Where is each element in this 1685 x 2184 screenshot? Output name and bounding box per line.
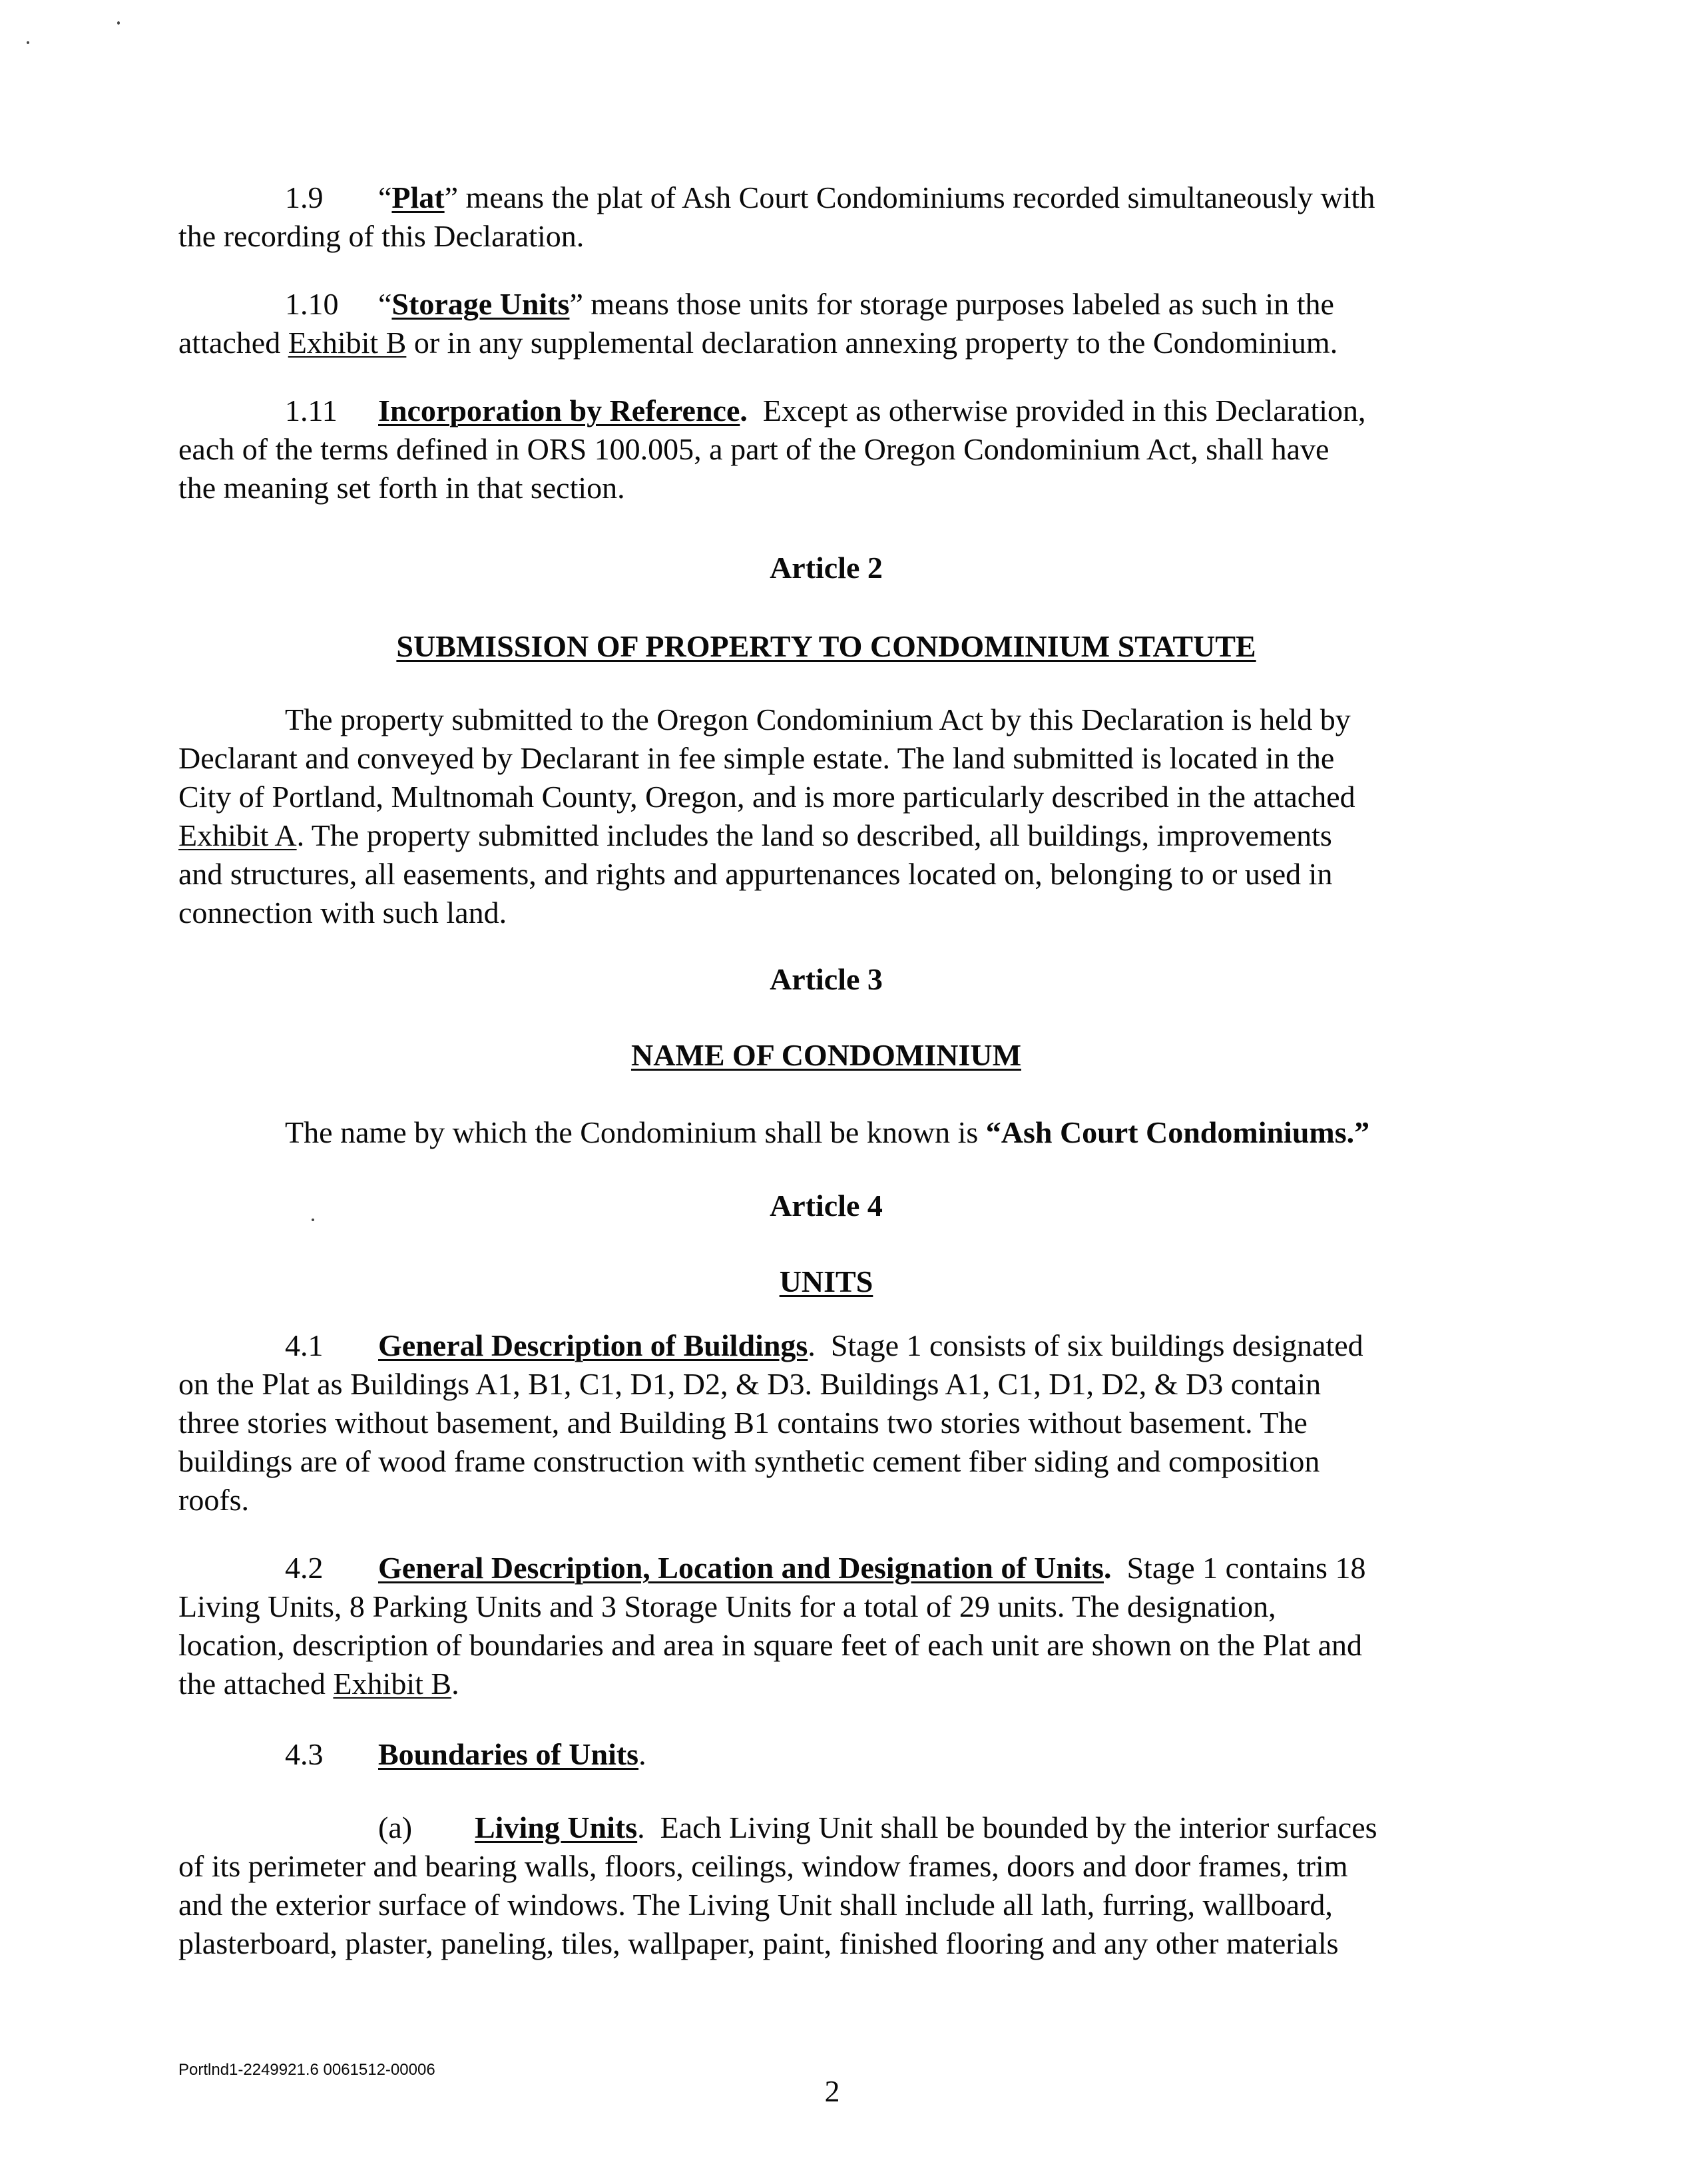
- section-heading: Incorporation by Reference: [378, 394, 740, 427]
- condominium-name: “Ash Court Condominiums.”: [985, 1115, 1370, 1149]
- article-2-title: SUBMISSION OF PROPERTY TO CONDOMINIUM STATUTE: [396, 629, 1256, 663]
- defined-term: Storage Units: [391, 287, 570, 321]
- section-heading: General Description, Location and Designation of Units: [378, 1551, 1104, 1585]
- article-3-body: The name by which the Condominium shall be known is “Ash Court Condominiums.”: [285, 1115, 1370, 1149]
- subsection-heading: Living Units: [475, 1810, 638, 1844]
- page-number: 2: [824, 2074, 840, 2108]
- section-number: 1.9: [285, 180, 324, 214]
- defined-term: Plat: [391, 180, 445, 214]
- section-heading: General Description of Buildings: [378, 1328, 808, 1362]
- subsection-number: (a): [378, 1810, 413, 1844]
- article-3-title: NAME OF CONDOMINIUM: [630, 1038, 1021, 1072]
- section-4-2: 4.2 General Description, Location and Designation of Units. Stage 1 contains 18 Living Units, 8 Parking Units and 3 Storage Units for a total of 29 units. The designation, location, description of boundaries and area in square feet of each unit are shown on the Plat and the attached Exhibit B.: [178, 1549, 1474, 1742]
- definition-1-10: 1.10 “Storage Units” means those units for storage purposes labeled as such in the attached Exhibit B or in any supplemental declaration annexing property to the Condominium.: [178, 285, 1474, 401]
- section-heading: Boundaries of Units: [378, 1737, 639, 1771]
- section-number: 4.2: [285, 1551, 324, 1585]
- article-2-label: Article 2: [770, 551, 883, 585]
- section-number: 1.10: [285, 287, 339, 321]
- definition-1-9: 1.9 “Plat” means the plat of Ash Court Condominiums recorded simultaneously with the recording of this Declaration.: [178, 178, 1474, 294]
- scan-speck: [27, 41, 29, 44]
- section-1-11: 1.11 Incorporation by Reference. Except as otherwise provided in this Declaration, each of the terms defined in ORS 100.005, a part of the Oregon Condominium Act, shall have the meaning set forth in that section.: [178, 392, 1474, 546]
- exhibit-reference: Exhibit B: [288, 326, 407, 360]
- section-4-1: 4.1 General Description of Buildings. Stage 1 consists of six buildings designated on the Plat as Buildings A1, B1, C1, D1, D2, & D3. Buildings A1, C1, D1, D2, & D3 contain three stories without basement, and Building B1 contains two stories without basement. The buildings are of wood frame construction with synthetic cement fiber siding and composition roofs.: [178, 1326, 1474, 1558]
- article-3-label: Article 3: [770, 962, 883, 996]
- article-4-title: UNITS: [779, 1264, 873, 1298]
- document-id-footer: Portlnd1-2249921.6 0061512-00006: [178, 2061, 435, 2079]
- scan-speck: [117, 21, 120, 25]
- section-4-3: 4.3 Boundaries of Units.: [178, 1735, 1474, 1774]
- section-number: 4.1: [285, 1328, 324, 1362]
- section-4-3-a: (a) Living Units. Each Living Unit shall be bounded by the interior surfaces of its perimeter and bearing walls, floors, ceilings, window frames, doors and door frames, trim and the exterior surface of windows. The Living Unit shall include all lath, furring, wallboard, plasterboard, plaster, paneling, tiles, wallpaper, paint, finished flooring and any other materials: [178, 1808, 1474, 2002]
- exhibit-reference: Exhibit B: [333, 1667, 452, 1701]
- article-4-label: Article 4: [770, 1189, 883, 1223]
- exhibit-reference: Exhibit A: [178, 818, 297, 852]
- article-2-body: The property submitted to the Oregon Condominium Act by this Declaration is held by Declarant and conveyed by Declarant in fee simple estate. The land submitted is located in the City of Portland, Multnomah County, Oregon, and is more particularly described in the attached Exhibit A. The property submitted includes the land so described, all buildings, improvements and structures, all easements, and rights and appurtenances located on, belonging to or used in connection with such land.: [178, 702, 1355, 930]
- section-number: 1.11: [285, 394, 338, 427]
- section-number: 4.3: [285, 1737, 324, 1771]
